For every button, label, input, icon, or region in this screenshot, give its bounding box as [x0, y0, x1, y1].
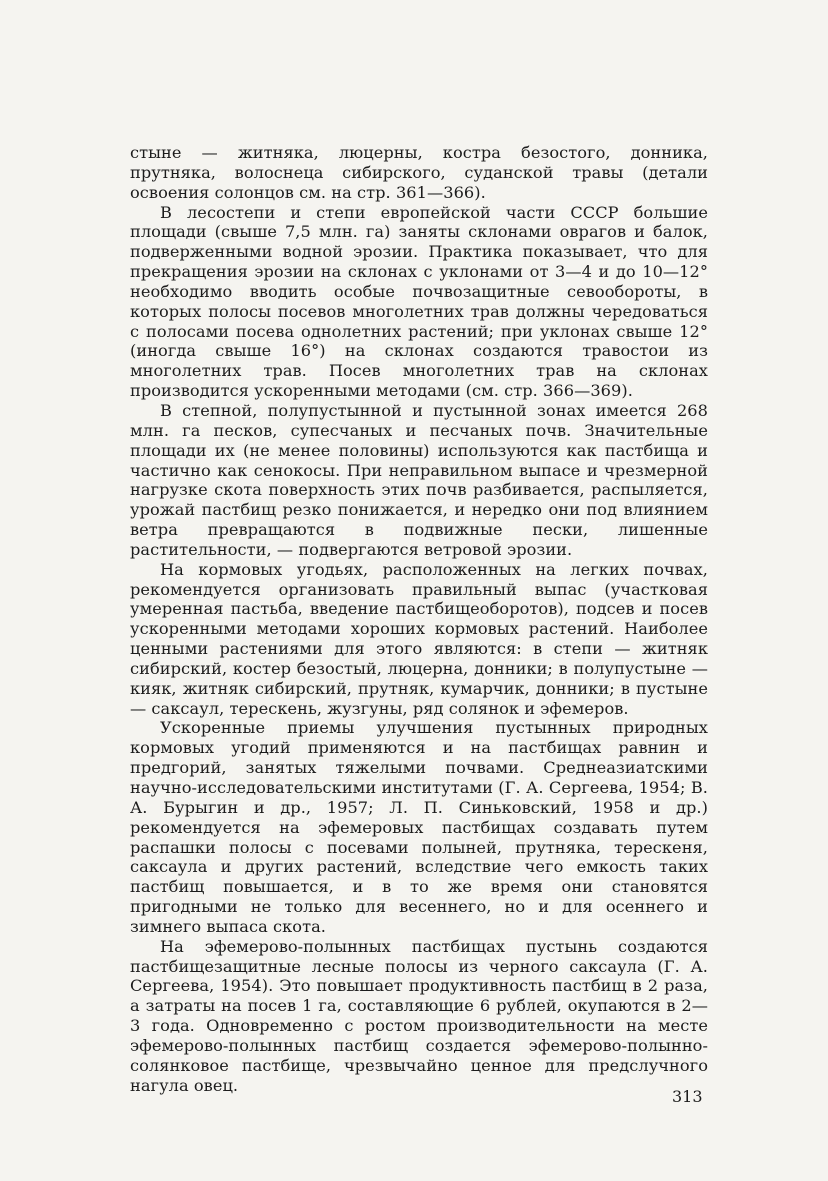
page-number: 313 — [672, 1087, 703, 1106]
paragraph-1: стыне — житняка, люцерны, костра безостого, донника, прутняка, волоснеца сибирского, суданской травы (детали освоения солонцов см. на стр. 361—366). — [130, 143, 708, 202]
paragraph-5: Ускоренные приемы улучшения пустынных природных кормовых угодий применяются и на пастбищах равнин и предгорий, занятых тяжелыми почвами. Среднеазиатскими научно-исследовательскими институтами (Г. А. Сергеева, 1954; В. А. Бурыгин и др., 1957; Л. П. Синьковский, 1958 и др.) рекомендуется на эфемеровых пастбищах создавать путем распашки полосы с посевами полыней, прутняка, терескеня, саксаула и других растений, вследствие чего емкость таких пастбищ повышается, и в то же время они становятся пригодными не только для весеннего, но и для осеннего и зимнего выпаса скота. — [130, 718, 708, 936]
paragraph-2: В лесостепи и степи европейской части СССР большие площади (свыше 7,5 млн. га) заняты склонами оврагов и балок, подверженными водной эрозии. Практика показывает, что для прекращения эрозии на склонах с уклонами от 3—4 и до 10—12° необходимо вводить особые почвозащитные севообороты, в которых полосы посевов многолетних трав должны чередоваться с полосами посева однолетних растений; при уклонах свыше 12° (иногда свыше 16°) на склонах создаются травостои из многолетних трав. Посев многолетних трав на склонах производится ускоренными методами (см. стр. 366—369). — [130, 202, 708, 401]
paragraph-4: На кормовых угодьях, расположенных на легких почвах, рекомендуется организовать правильный выпас (участковая умеренная пастьба, введение пастбищеоборотов), подсев и посев ускоренными методами хороших кормовых растений. Наиболее ценными растениями для этого являются: в степи — житняк сибирский, костер безостый, люцерна, донники; в полупустыне — кияк, житняк сибирский, прутняк, кумарчик, донники; в пустыне — саксаул, терескень, жузгуны, ряд солянок и эфемеров. — [130, 559, 708, 718]
paragraph-3: В степной, полупустынной и пустынной зонах имеется 268 млн. га песков, супесчаных и песчаных почв. Значительные площади их (не менее половины) используются как пастбища и частично как сенокосы. При неправильном выпасе и чрезмерной нагрузке скота поверхность этих почв разбивается, распыляется, урожай пастбищ резко понижается, и нередко они под влиянием ветра превращаются в подвижные пески, лишенные растительности, — подвергаются ветровой эрозии. — [130, 400, 708, 559]
paragraph-6: На эфемерово-полынных пастбищах пустынь создаются пастбищезащитные лесные полосы из черного саксаула (Г. А. Сергеева, 1954). Это повышает продуктивность пастбищ в 2 раза, а затраты на посев 1 га, составляющие 6 рублей, окупаются в 2—3 года. Одновременно с ростом производительности на месте эфемерово-полынных пастбищ создается эфемерово-полынно-солянковое пастбище, чрезвычайно ценное для предслучного нагула овец. — [130, 936, 708, 1095]
body-text — [130, 143, 708, 1096]
